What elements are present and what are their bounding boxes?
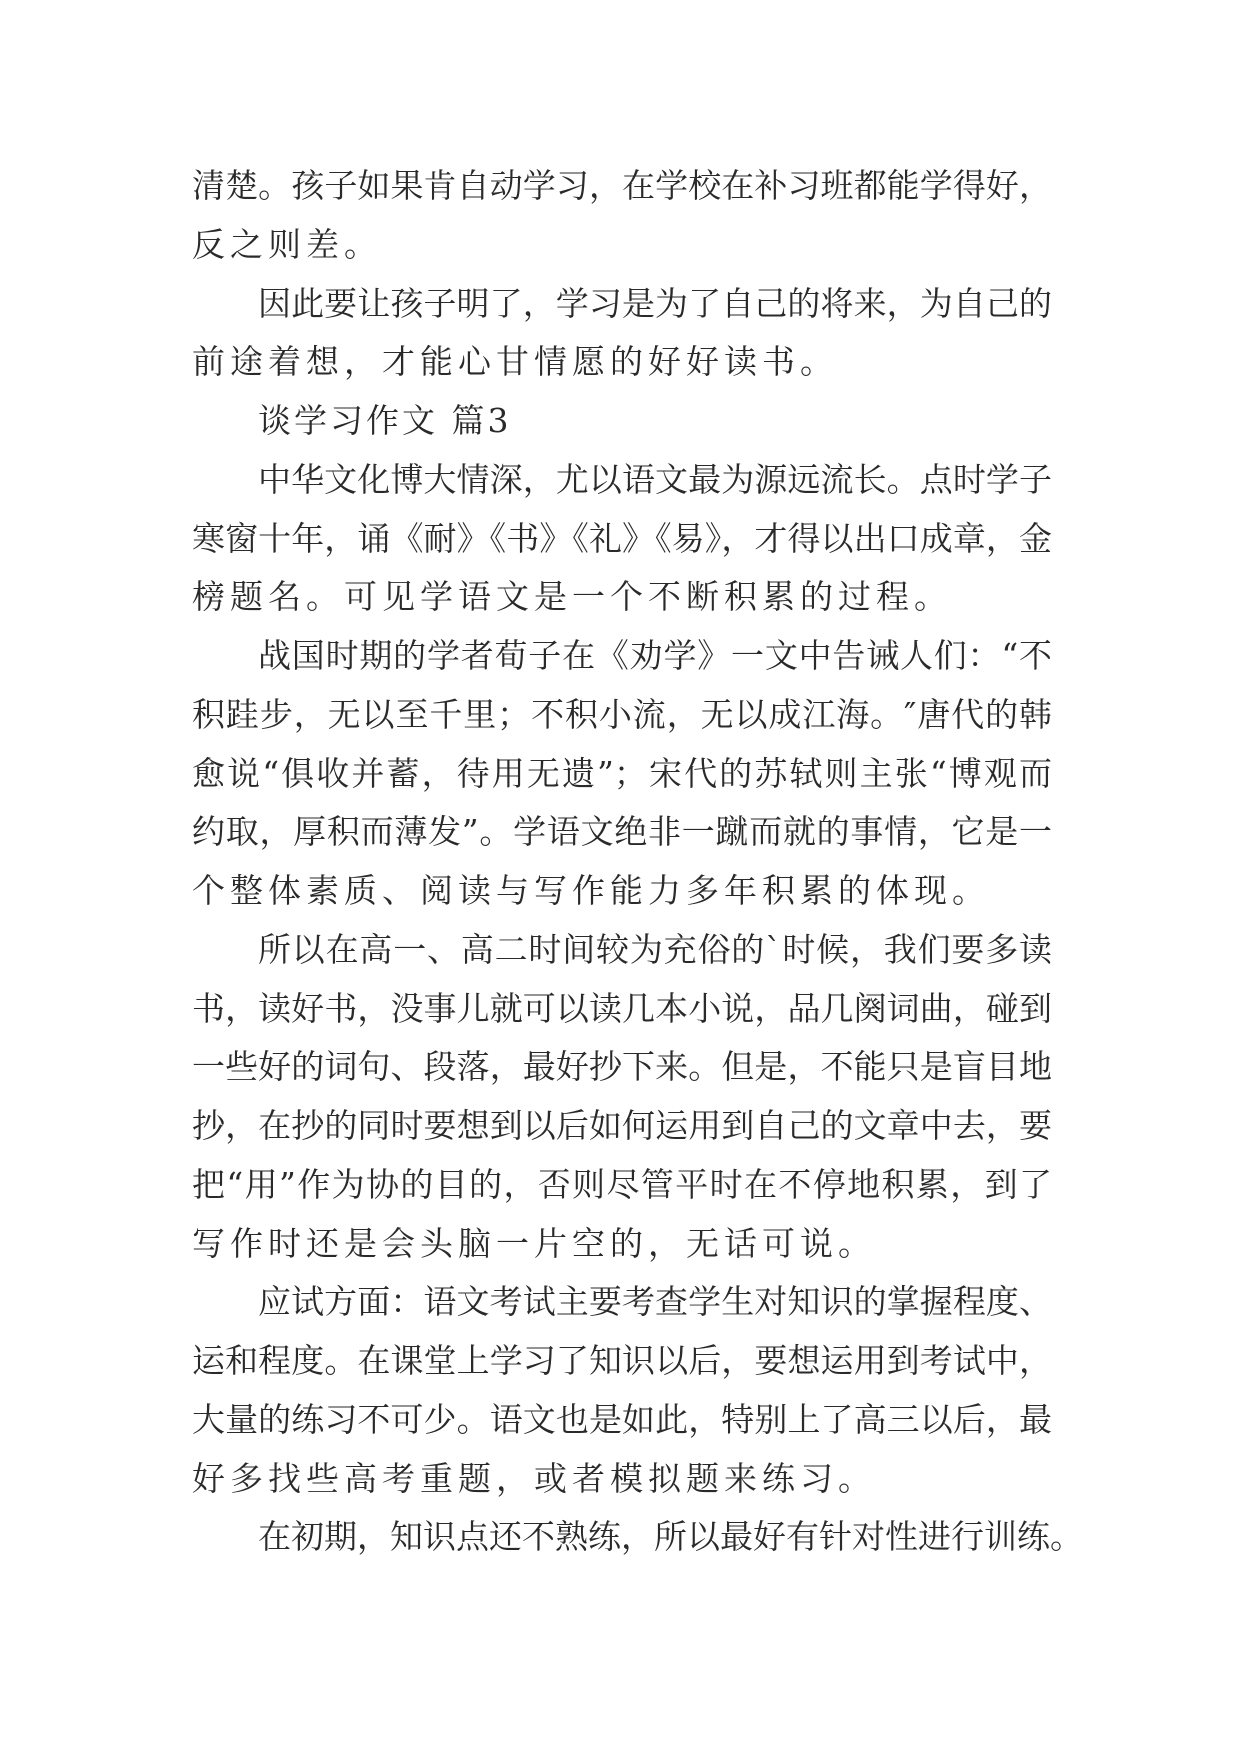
- text-line: 好多找些高考重题，或者模拟题来练习。: [192, 1459, 876, 1498]
- section-heading: 谈学习作文 篇3: [258, 401, 512, 440]
- paragraph-first-line: 中华文化博大情深，尤以语文最为源远流长。点时学子: [258, 460, 1052, 499]
- text-line: 积跬步，无以至千里；不积小流，无以成江海。″唐代的韩: [192, 695, 1052, 734]
- text-line: 书，读好书，没事儿就可以读几本小说，品几阕词曲，碰到: [192, 989, 1052, 1028]
- text-line: 大量的练习不可少。语文也是如此，特别上了高三以后，最: [192, 1400, 1052, 1439]
- text-line: 运和程度。在课堂上学习了知识以后，要想运用到考试中，: [192, 1341, 1052, 1380]
- text-line: 清楚。孩子如果肯自动学习，在学校在补习班都能学得好，: [192, 166, 1052, 205]
- text-line: 愈说“俱收并蓄，待用无遗”；宋代的苏轼则主张“博观而: [192, 754, 1052, 793]
- text-line: 寒窗十年，诵《耐》《书》《礼》《易》，才得以出口成章，金: [192, 519, 1052, 558]
- paragraph-first-line: 所以在高一、高二时间较为充俗的`时候，我们要多读: [258, 930, 1052, 969]
- paragraph-first-line: 在初期，知识点还不熟练，所以最好有针对性进行训练。: [258, 1517, 1083, 1556]
- text-line: 前途着想，才能心甘情愿的好好读书。: [192, 342, 838, 381]
- text-line: 把“用”作为协的目的，否则尽管平时在不停地积累，到了: [192, 1165, 1052, 1204]
- paragraph-first-line: 战国时期的学者荀子在《劝学》一文中告诫人们：“不: [258, 636, 1052, 675]
- paragraph-first-line: 应试方面：语文考试主要考查学生对知识的掌握程度、: [258, 1282, 1052, 1321]
- text-line: 抄，在抄的同时要想到以后如何运用到自己的文章中去，要: [192, 1106, 1052, 1145]
- text-line: 个整体素质、阅读与写作能力多年积累的体现。: [192, 871, 990, 910]
- text-line: 约取，厚积而薄发”。学语文绝非一蹴而就的事情，它是一: [192, 812, 1052, 851]
- paragraph-first-line: 因此要让孩子明了，学习是为了自己的将来，为自己的: [258, 284, 1052, 323]
- text-line: 反之则差。: [192, 225, 382, 264]
- text-line: 榜题名。可见学语文是一个不断积累的过程。: [192, 577, 952, 616]
- text-line: 写作时还是会头脑一片空的，无话可说。: [192, 1224, 876, 1263]
- text-line: 一些好的词句、段落，最好抄下来。但是，不能只是盲目地: [192, 1047, 1052, 1086]
